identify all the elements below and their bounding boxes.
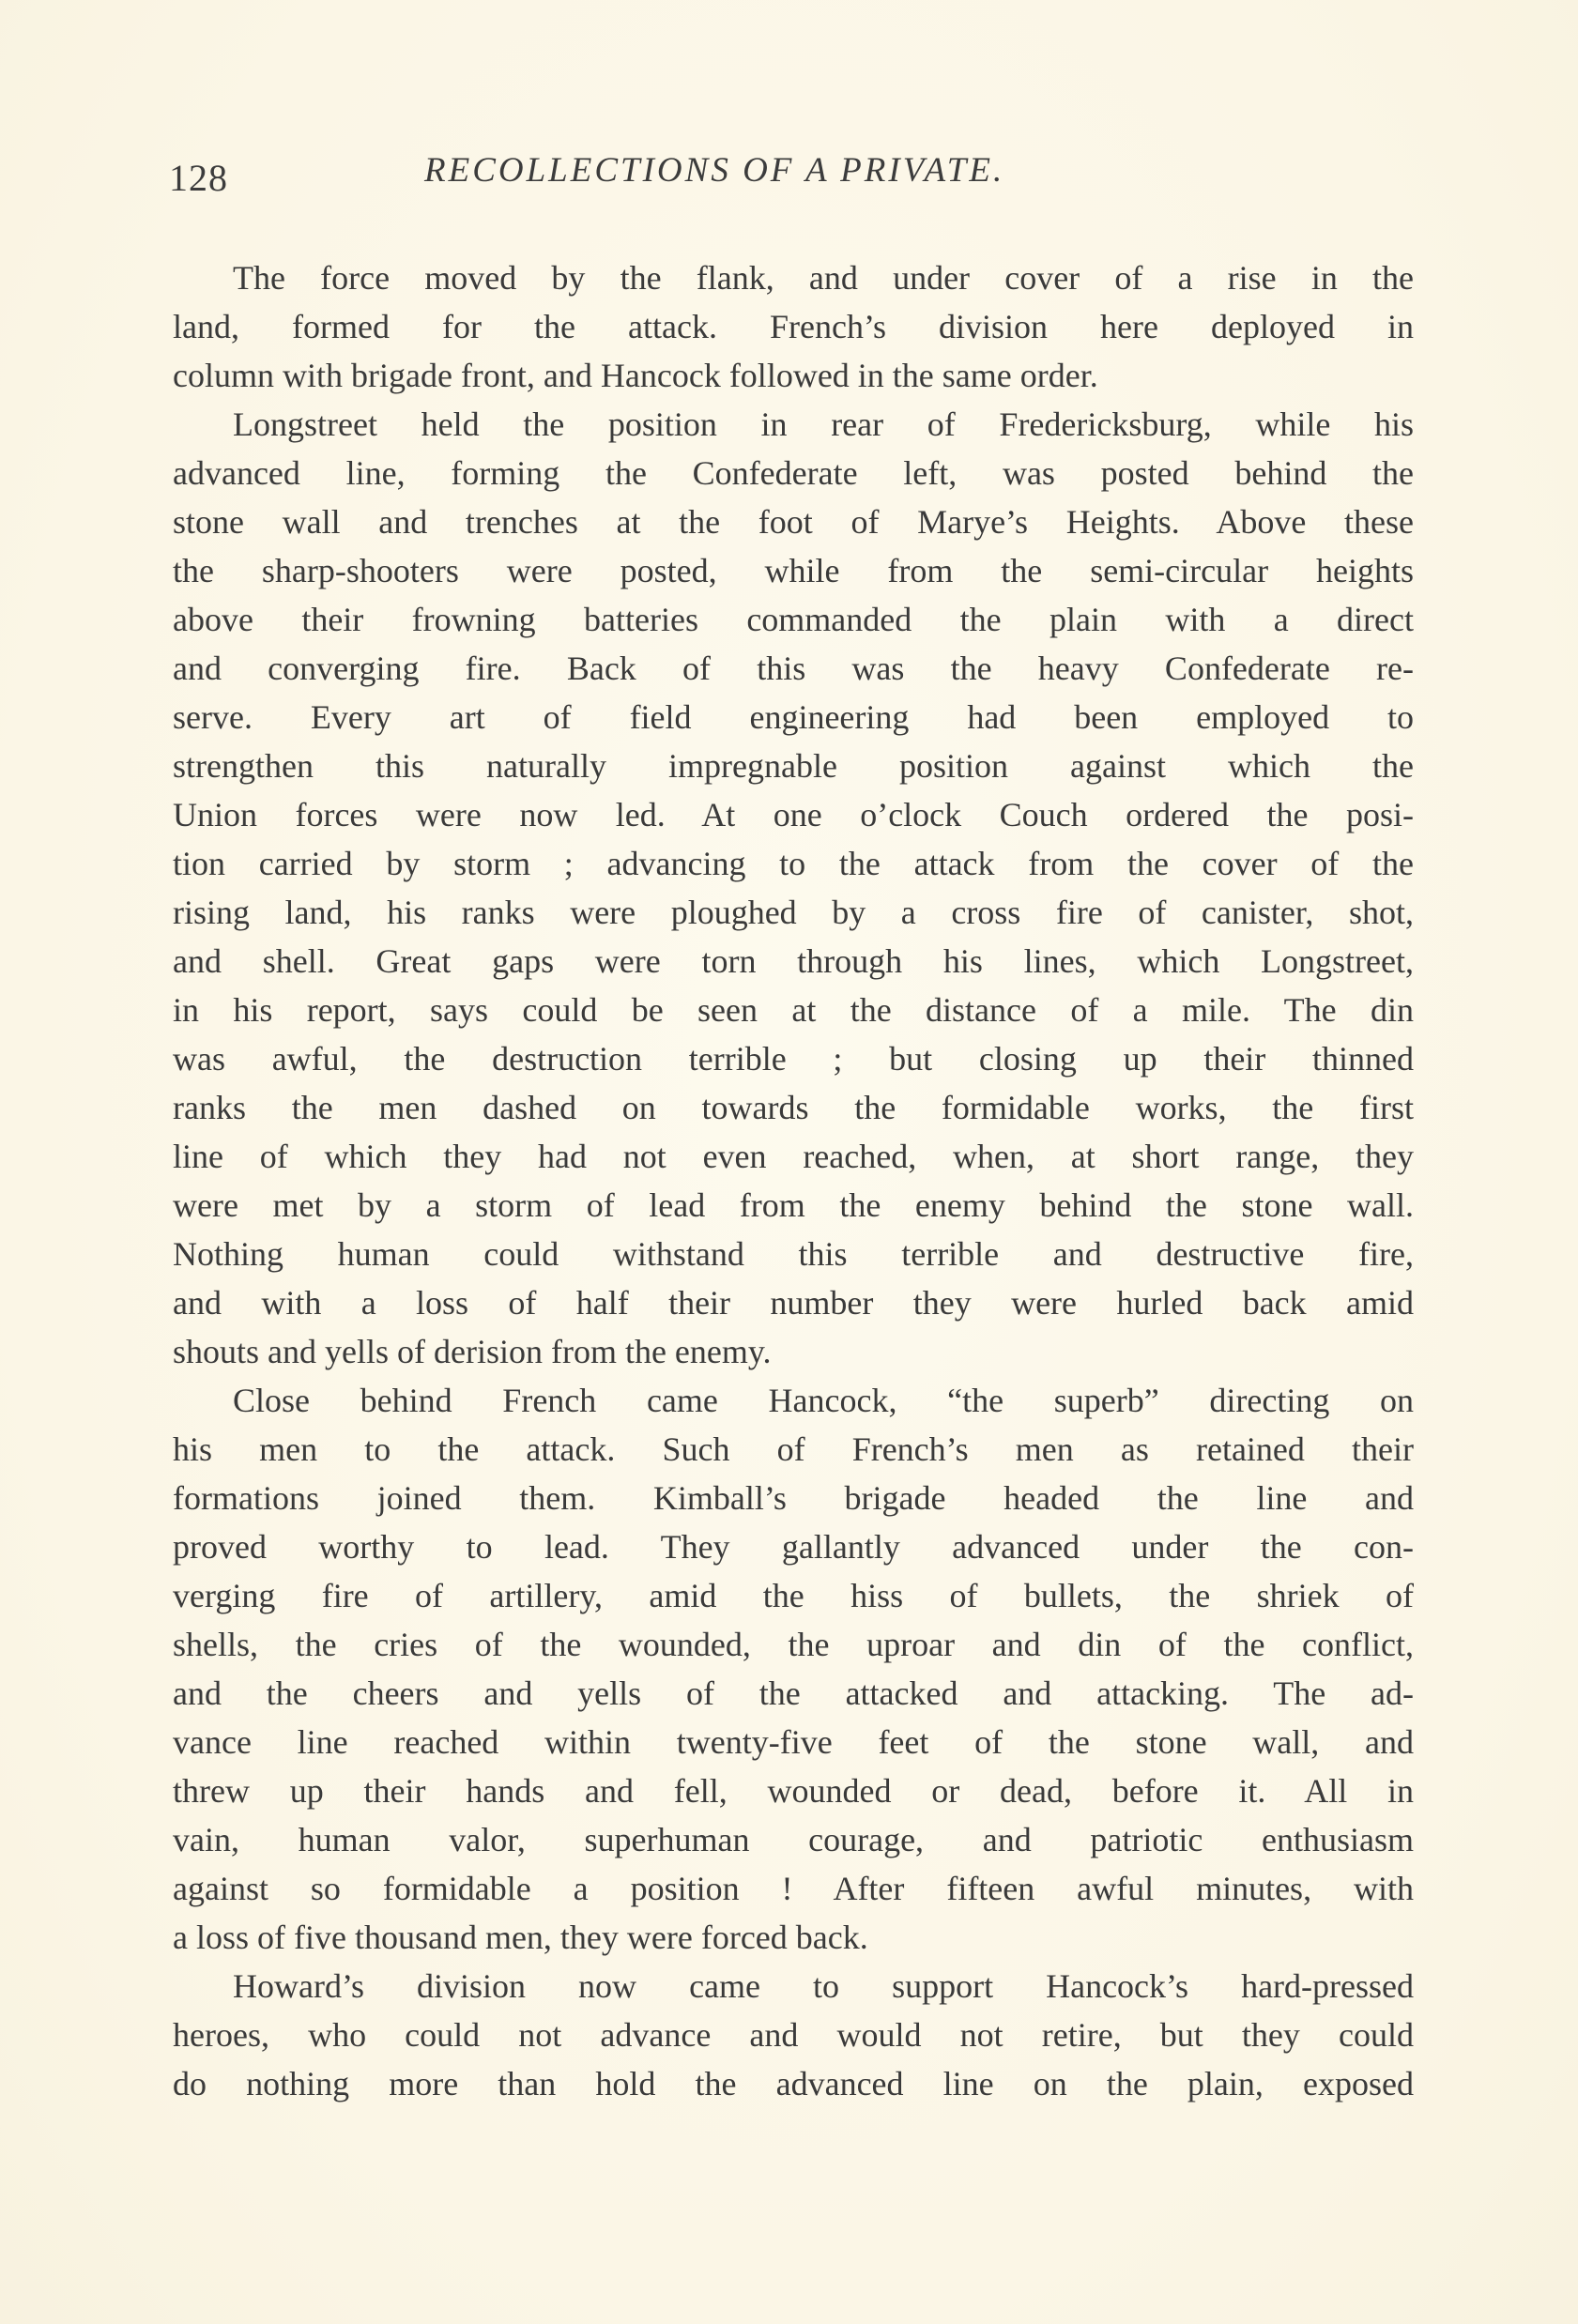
text-line <box>173 1571 1414 1620</box>
paragraph <box>173 253 1414 400</box>
text-line-content: and converging fire. Back of this was the heavy Confederate re- <box>173 650 1414 687</box>
text-line-content: Close behind French came Hancock, “the superb” directing on <box>233 1382 1414 1419</box>
text-line <box>173 693 1414 742</box>
text-line-content: advanced line, forming the Confederate left, was posted behind the <box>173 454 1414 492</box>
text-line-content: against so formidable a position ! After fifteen awful minutes, with <box>173 1870 1414 1907</box>
text-line <box>173 1962 1414 2011</box>
text-line-content: vance line reached within twenty-five feet of the stone wall, and <box>173 1723 1414 1761</box>
text-line-content: stone wall and trenches at the foot of Marye’s Heights. Above these <box>173 503 1414 541</box>
text-line <box>173 253 1414 302</box>
text-line <box>173 1034 1414 1083</box>
text-line <box>173 1913 1414 1962</box>
text-line <box>173 1376 1414 1425</box>
text-line-content: verging fire of artillery, amid the hiss of bullets, the shriek of <box>173 1577 1414 1614</box>
text-line <box>173 1864 1414 1913</box>
text-line <box>173 546 1414 595</box>
text-line-content: were met by a storm of lead from the enemy behind the stone wall. <box>173 1186 1414 1224</box>
text-line-content: The force moved by the flank, and under cover of a rise in the <box>233 259 1414 297</box>
text-line-content: above their frowning batteries commanded the plain with a direct <box>173 601 1414 638</box>
text-line-content: and shell. Great gaps were torn through his lines, which Longstreet, <box>173 942 1414 980</box>
body-text <box>173 253 1414 2108</box>
text-line-content: tion carried by storm ; advancing to the attack from the cover of the <box>173 845 1414 882</box>
text-line <box>173 449 1414 497</box>
text-line-content: and with a loss of half their number they were hurled back amid <box>173 1284 1414 1322</box>
text-line-content: was awful, the destruction terrible ; but closing up their thinned <box>173 1040 1414 1078</box>
text-line-content: Howard’s division now came to support Hancock’s hard-pressed <box>233 1967 1414 2005</box>
text-line <box>173 888 1414 937</box>
paragraph <box>173 400 1414 1376</box>
text-line <box>173 2011 1414 2059</box>
text-line-content: shouts and yells of derision from the enemy. <box>173 1333 772 1370</box>
text-line-content: vain, human valor, superhuman courage, and patriotic enthusiasm <box>173 1821 1414 1858</box>
text-line <box>173 839 1414 888</box>
text-line-content: strengthen this naturally impregnable position against which the <box>173 747 1414 785</box>
text-line-content: Nothing human could withstand this terrible and destructive fire, <box>173 1235 1414 1273</box>
text-line <box>173 351 1414 400</box>
text-line-content: serve. Every art of field engineering had been employed to <box>173 698 1414 736</box>
paragraph <box>173 1376 1414 1962</box>
text-line-content: a loss of five thousand men, they were forced back. <box>173 1919 868 1956</box>
text-line-content: in his report, says could be seen at the distance of a mile. The din <box>173 991 1414 1029</box>
text-line <box>173 1230 1414 1278</box>
text-line-content: Union forces were now led. At one o’clock Couch ordered the posi- <box>173 796 1414 833</box>
text-line <box>173 1815 1414 1864</box>
text-line <box>173 1718 1414 1766</box>
text-line <box>173 595 1414 644</box>
text-line-content: ranks the men dashed on towards the formidable works, the first <box>173 1089 1414 1126</box>
text-line <box>173 1327 1414 1376</box>
text-line-content: threw up their hands and fell, wounded or dead, before it. All in <box>173 1772 1414 1810</box>
text-line <box>173 1278 1414 1327</box>
text-line <box>173 1474 1414 1522</box>
text-line <box>173 1766 1414 1815</box>
text-line-content: rising land, his ranks were ploughed by a cross fire of canister, shot, <box>173 894 1414 931</box>
text-line <box>173 1522 1414 1571</box>
text-line <box>173 937 1414 986</box>
text-line <box>173 1620 1414 1669</box>
page-header <box>169 150 1417 206</box>
text-line-content: his men to the attack. Such of French’s men as retained their <box>173 1430 1414 1468</box>
text-line-content: land, formed for the attack. French’s division here deployed in <box>173 308 1414 345</box>
text-line <box>173 742 1414 790</box>
text-line <box>173 644 1414 693</box>
running-title: RECOLLECTIONS OF A PRIVATE. <box>424 151 1005 190</box>
text-line-content: and the cheers and yells of the attacked and attacking. The ad- <box>173 1674 1414 1712</box>
text-line <box>173 1181 1414 1230</box>
text-line <box>173 2059 1414 2108</box>
text-line-content: heroes, who could not advance and would not retire, but they could <box>173 2016 1414 2054</box>
text-line <box>173 1083 1414 1132</box>
text-line <box>173 1132 1414 1181</box>
text-line-content: formations joined them. Kimball’s brigade headed the line and <box>173 1479 1414 1517</box>
text-line-content: the sharp-shooters were posted, while from the semi-circular heights <box>173 552 1414 589</box>
text-line <box>173 497 1414 546</box>
page-number: 128 <box>169 157 228 199</box>
text-line-content: column with brigade front, and Hancock followed in the same order. <box>173 357 1098 394</box>
text-line <box>173 400 1414 449</box>
text-line <box>173 1669 1414 1718</box>
paragraph <box>173 1962 1414 2108</box>
text-line <box>173 302 1414 351</box>
text-line <box>173 790 1414 839</box>
text-line-content: shells, the cries of the wounded, the uproar and din of the conflict, <box>173 1626 1414 1663</box>
text-line <box>173 1425 1414 1474</box>
text-line-content: proved worthy to lead. They gallantly advanced under the con- <box>173 1528 1414 1566</box>
text-line-content: do nothing more than hold the advanced line on the plain, exposed <box>173 2065 1414 2102</box>
text-line <box>173 986 1414 1034</box>
text-line-content: line of which they had not even reached, when, at short range, they <box>173 1138 1414 1175</box>
text-line-content: Longstreet held the position in rear of Fredericksburg, while his <box>233 405 1414 443</box>
